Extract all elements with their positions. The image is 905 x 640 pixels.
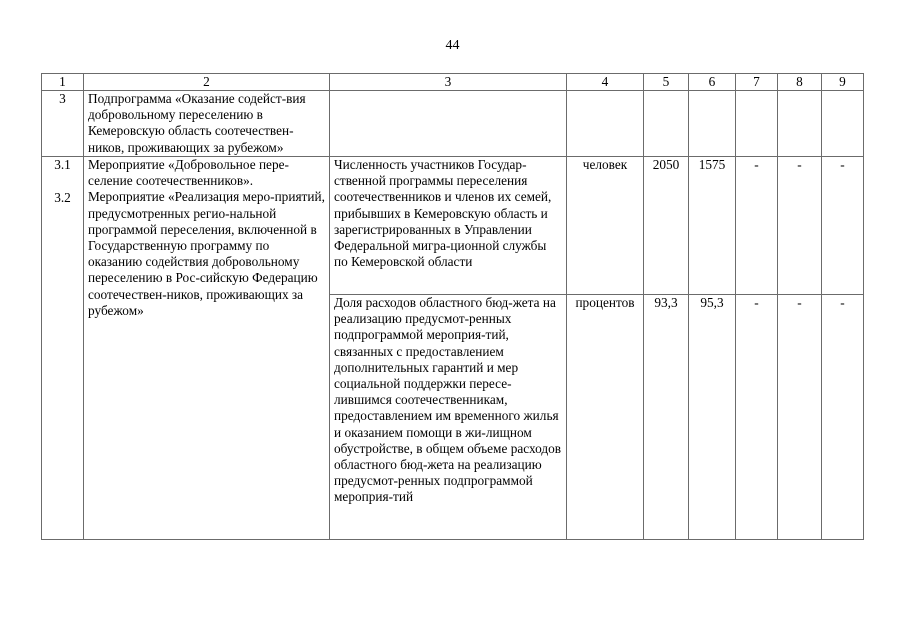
indicator-name: Доля расходов областного бюд-жета на реализацию предусмот-ренных подпрограммой мероприя-тий, связанных с предоставлением дополнительных гарантий и мер социальной поддержки пересе-лившимся соотечественникам, предоставлением им временного жилья и оказанием помощи в жи-лищном обустройстве, в общем объеме расходов областного бюд-жета на реализацию предусмот-ренных подпрограммой мероприя-тий [330,295,567,540]
indicator-value-7: - [736,157,778,295]
indicator-value-5: 2050 [644,157,689,295]
header-cell: 8 [778,74,822,91]
indicator-value-8: - [778,157,822,295]
subprogram-name: Подпрограмма «Оказание содейст-вия добровольному переселению в Кемеровскую область соотечествен-ников, проживающих за рубежом» [84,91,330,157]
row-number: 3 [42,91,84,157]
empty-cell [778,91,822,157]
header-cell: 6 [689,74,736,91]
header-cell: 4 [567,74,644,91]
indicator-value-9: - [822,295,864,540]
empty-cell [330,91,567,157]
empty-cell [644,91,689,157]
empty-cell [689,91,736,157]
indicator-name: Численность участников Государ-ственной программы переселения соотечественников и членов их семей, прибывших в Кемеровскую область и зарегистрированных в Управлении Федеральной мигра-ционной службы по Кемеровской области [330,157,567,295]
indicator-unit: человек [567,157,644,295]
header-cell: 1 [42,74,84,91]
row-number: 3.2 [54,190,71,206]
indicators-table [41,73,864,540]
indicator-value-5: 93,3 [644,295,689,540]
header-cell: 5 [644,74,689,91]
header-cell: 9 [822,74,864,91]
indicator-value-6: 95,3 [689,295,736,540]
row-numbers [42,157,84,540]
measures-name: Мероприятие «Добровольное пере-селение соотечественников». Мероприятие «Реализация меро-приятий, предусмотренных регио-нальной программой переселения, включенной в Государственную программу по оказанию содействия добровольному переселению в Рос-сийскую Федерацию соотечествен-ников, проживающих за рубежом» [84,157,330,540]
indicator-unit: процентов [567,295,644,540]
table-header-row [42,74,864,91]
header-cell: 7 [736,74,778,91]
header-cell: 3 [330,74,567,91]
indicator-value-7: - [736,295,778,540]
row-number: 3.1 [54,157,71,172]
header-cell: 2 [84,74,330,91]
table-row [42,157,864,295]
table-row [42,91,864,157]
empty-cell [736,91,778,157]
indicator-value-8: - [778,295,822,540]
indicator-value-9: - [822,157,864,295]
empty-cell [567,91,644,157]
indicator-value-6: 1575 [689,157,736,295]
empty-cell [822,91,864,157]
page-number: 44 [445,38,460,53]
